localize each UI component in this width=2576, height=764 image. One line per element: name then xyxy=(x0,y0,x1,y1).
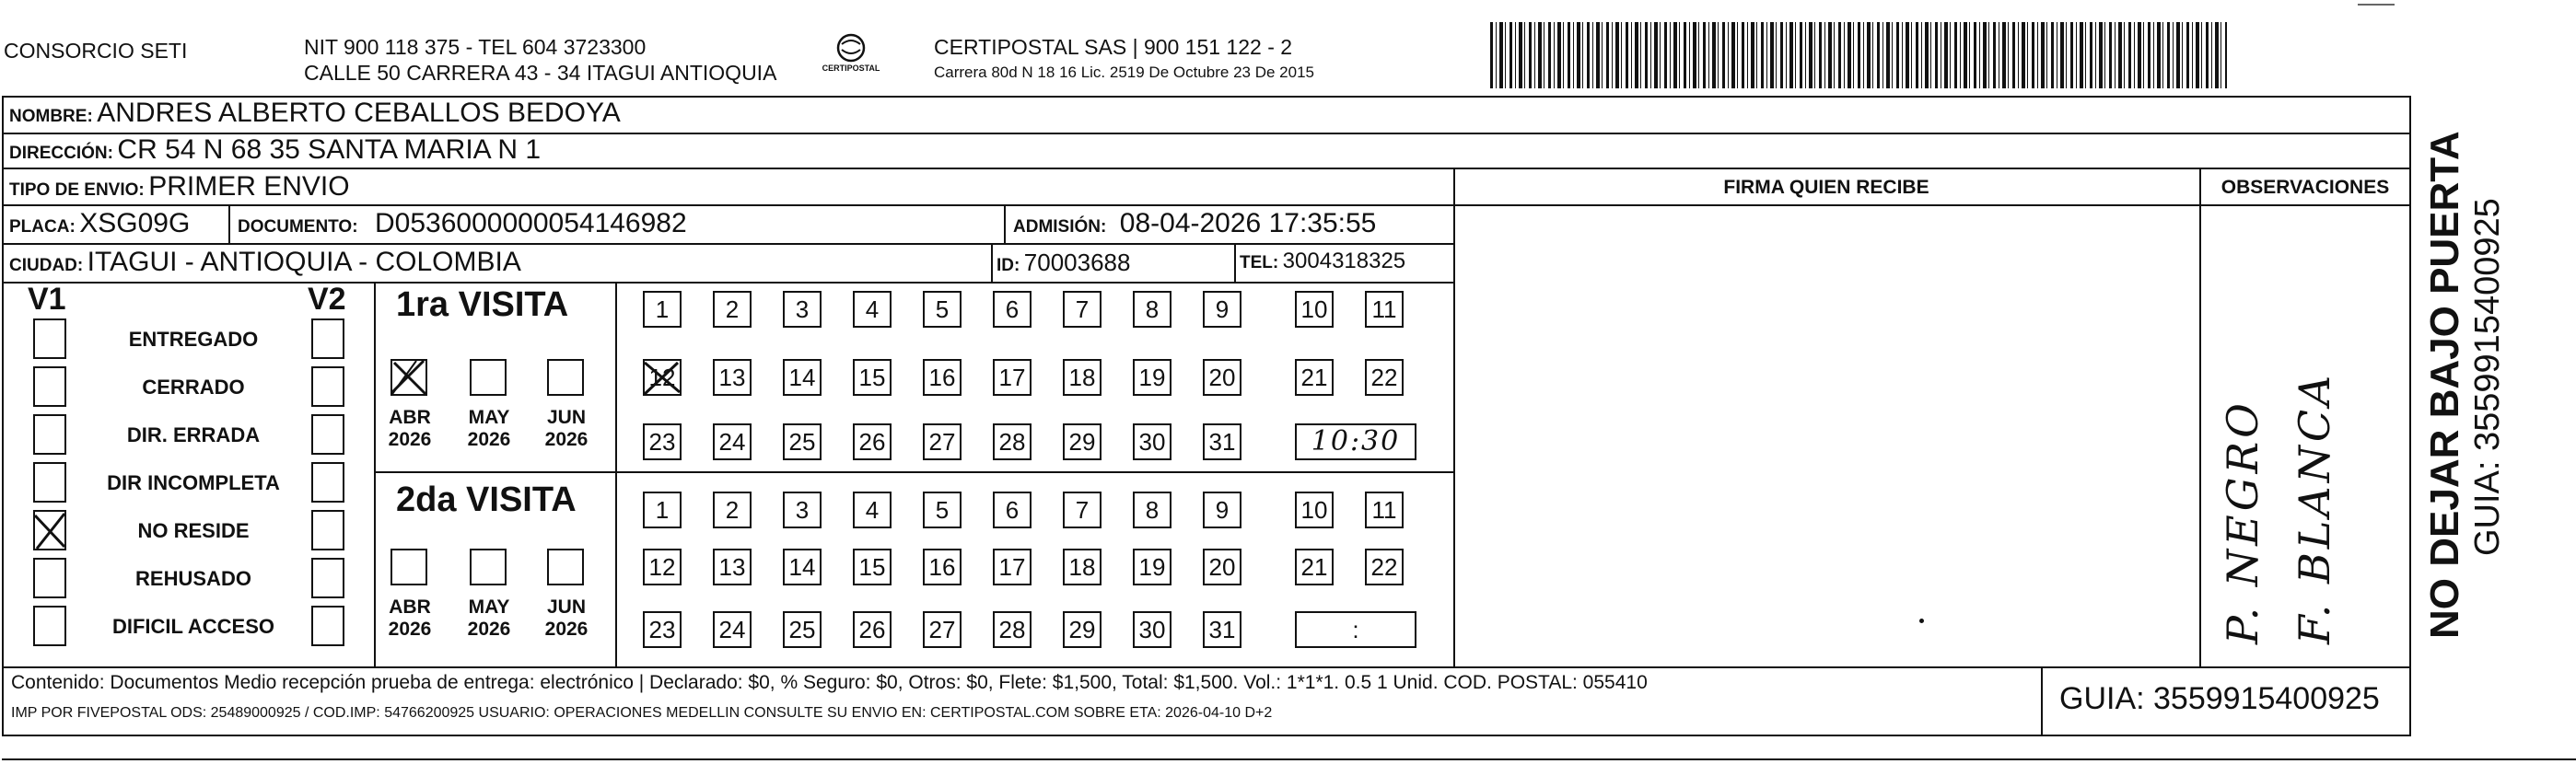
id-field xyxy=(997,249,1130,277)
signature-area[interactable] xyxy=(1457,208,2197,665)
address-line: CALLE 50 CARRERA 43 - 34 ITAGUI ANTIOQUIA xyxy=(304,61,777,85)
admision-field xyxy=(1013,208,1376,239)
barcode xyxy=(1490,22,2227,88)
v1-checkbox-cerrado[interactable] xyxy=(33,366,66,407)
day-box[interactable]: 19 xyxy=(1133,549,1171,585)
day-box[interactable]: 24 xyxy=(713,423,752,460)
day-box[interactable]: 25 xyxy=(783,423,822,460)
v2-checkbox-dificil-acceso[interactable] xyxy=(311,606,344,646)
footer-imp: IMP POR FIVEPOSTAL ODS: 25489000925 / COD.IMP: 54766200925 USUARIO: OPERACIONES MEDELLIN CONSULTE SU ENVIO EN: CERTIPOSTAL.COM SOBRE ETA: 2026-04-10 D+2 xyxy=(11,705,1273,721)
v1-checkbox-rehusado[interactable] xyxy=(33,558,66,598)
day-box[interactable]: 9 xyxy=(1203,492,1241,528)
first-visit-title: 1ra VISITA xyxy=(396,285,569,324)
day-box[interactable]: 5 xyxy=(923,492,962,528)
v1-checkbox-entregado[interactable] xyxy=(33,318,66,359)
day-box[interactable]: 13 xyxy=(713,359,752,396)
day-box[interactable]: 30 xyxy=(1133,423,1171,460)
name-label: NOMBRE: xyxy=(9,107,93,126)
observaciones-handwriting-2: F. BLANCA xyxy=(2290,371,2339,644)
checkmark-x-icon xyxy=(643,359,682,396)
day-box[interactable]: 2 xyxy=(713,291,752,328)
day-box[interactable]: 19 xyxy=(1133,359,1171,396)
second-visit-title: 2da VISITA xyxy=(396,480,577,519)
tel-field xyxy=(1240,249,1405,274)
day-box[interactable]: 5 xyxy=(923,291,962,328)
day-box[interactable]: 27 xyxy=(923,611,962,648)
second-month-abr: ABR 2026 xyxy=(388,596,432,640)
tel-value: 3004318325 xyxy=(1282,249,1406,273)
option-dir-errada: DIR. ERRADA xyxy=(126,423,261,446)
day-box[interactable]: 31 xyxy=(1203,423,1241,460)
bottom-rule xyxy=(2,758,2576,760)
day-box[interactable]: 25 xyxy=(783,611,822,648)
certipostal-line2: Carrera 80d N 18 16 Lic. 2519 De Octubre 23 De 2015 xyxy=(934,64,1314,81)
day-box[interactable]: 24 xyxy=(713,611,752,648)
v2-checkbox-cerrado[interactable] xyxy=(311,366,344,407)
name-field xyxy=(9,98,621,129)
day-box[interactable]: 23 xyxy=(643,611,682,648)
id-label: ID: xyxy=(997,256,1020,275)
day-box[interactable]: 1 xyxy=(643,492,682,528)
day-box[interactable]: 4 xyxy=(853,492,892,528)
day-box[interactable]: 15 xyxy=(853,549,892,585)
second-month-may: MAY 2026 xyxy=(467,596,511,640)
day-box[interactable]: 16 xyxy=(923,549,962,585)
v1-checkbox-no-reside[interactable] xyxy=(33,510,66,550)
v2-label: V2 xyxy=(308,282,346,317)
side-warning: NO DEJAR BAJO PUERTA xyxy=(2422,131,2467,639)
first-month-abr: ABR 2026 xyxy=(388,407,432,450)
day-box[interactable]: 1 xyxy=(643,291,682,328)
second-visit-time[interactable]: : xyxy=(1295,611,1416,648)
day-box[interactable]: 6 xyxy=(993,492,1032,528)
option-rehusado: REHUSADO xyxy=(135,567,251,590)
address-field xyxy=(9,134,541,166)
documento-label: DOCUMENTO: xyxy=(238,217,358,237)
option-cerrado: CERRADO xyxy=(142,376,245,399)
day-box[interactable]: 29 xyxy=(1063,423,1102,460)
option-no-reside: NO RESIDE xyxy=(137,519,250,542)
day-box[interactable]: 13 xyxy=(713,549,752,585)
placa-field xyxy=(9,208,190,239)
v1-label: V1 xyxy=(28,282,66,317)
day-box[interactable]: 17 xyxy=(993,359,1032,396)
day-box[interactable]: 8 xyxy=(1133,492,1171,528)
v2-checkbox-dir-incompleta[interactable] xyxy=(311,462,344,503)
day-box[interactable]: 22 xyxy=(1365,359,1404,396)
first-month-may: MAY 2026 xyxy=(467,407,511,450)
day-box-checked[interactable]: 12 xyxy=(643,359,682,396)
day-box[interactable]: 10 xyxy=(1295,492,1334,528)
admision-value: 08-04-2026 17:35:55 xyxy=(1119,208,1377,238)
day-box[interactable]: 9 xyxy=(1203,291,1241,328)
day-box[interactable]: 4 xyxy=(853,291,892,328)
tipo-field xyxy=(9,171,350,203)
day-box[interactable]: 28 xyxy=(993,423,1032,460)
option-dificil-acceso: DIFICIL ACCESO xyxy=(111,615,274,638)
day-box[interactable]: 31 xyxy=(1203,611,1241,648)
tipo-label: TIPO DE ENVIO: xyxy=(9,180,145,200)
nit-line: NIT 900 118 375 - TEL 604 3723300 xyxy=(304,35,647,59)
day-box[interactable]: 29 xyxy=(1063,611,1102,648)
tel-label: TEL: xyxy=(1240,253,1279,272)
admision-label: ADMISIÓN: xyxy=(1013,217,1107,237)
v1-checkbox-dificil-acceso[interactable] xyxy=(33,606,66,646)
logo-text: CERTIPOSTAL xyxy=(822,64,880,73)
first-month-may-box[interactable] xyxy=(470,359,507,396)
v2-checkbox-entregado[interactable] xyxy=(311,318,344,359)
documento-field xyxy=(238,208,687,239)
ciudad-label: CIUDAD: xyxy=(9,256,84,275)
tipo-value: PRIMER ENVIO xyxy=(148,171,350,202)
day-box[interactable]: 18 xyxy=(1063,549,1102,585)
first-visit-time[interactable]: 10:30 xyxy=(1295,423,1416,460)
side-guia: GUIA: 3559915400925 xyxy=(2468,198,2507,556)
day-box[interactable]: 21 xyxy=(1295,359,1334,396)
day-box[interactable]: 12 xyxy=(643,549,682,585)
day-box[interactable]: 14 xyxy=(783,549,822,585)
option-dir-incompleta: DIR INCOMPLETA xyxy=(107,471,280,494)
v2-checkbox-rehusado[interactable] xyxy=(311,558,344,598)
v1-checkbox-dir-incompleta[interactable] xyxy=(33,462,66,503)
day-box[interactable]: 7 xyxy=(1063,291,1102,328)
first-month-jun: JUN 2026 xyxy=(544,407,589,450)
documento-value: D0536000000054146982 xyxy=(375,208,687,238)
address-label: DIRECCIÓN: xyxy=(9,144,113,163)
second-month-jun-box[interactable] xyxy=(547,549,584,585)
first-month-jun-box[interactable] xyxy=(547,359,584,396)
company-name: CONSORCIO SETI xyxy=(4,39,188,63)
footer-contenido: Contenido: Documentos Medio recepción prueba de entrega: electrónico | Declarado: $0, % Seguro: $0, Otros: $0, Flete: $1,500, Total: $1,500. Vol.: 1*1*1. 0.5 1 Unid. COD. POSTAL: 055410 xyxy=(11,672,1648,693)
v2-checkbox-dir-errada[interactable] xyxy=(311,414,344,455)
second-month-may-box[interactable] xyxy=(470,549,507,585)
certipostal-line1: CERTIPOSTAL SAS | 900 151 122 - 2 xyxy=(934,35,1293,59)
ciudad-field xyxy=(9,247,521,278)
placa-label: PLACA: xyxy=(9,217,76,237)
placa-value: XSG09G xyxy=(79,208,191,238)
recipient-name: ANDRES ALBERTO CEBALLOS BEDOYA xyxy=(97,98,621,128)
v1-checkbox-dir-errada[interactable] xyxy=(33,414,66,455)
checkmark-x-icon xyxy=(33,510,66,550)
day-box[interactable]: 27 xyxy=(923,423,962,460)
id-value: 70003688 xyxy=(1023,249,1131,276)
second-month-abr-box[interactable] xyxy=(390,549,427,585)
day-box[interactable]: 26 xyxy=(853,423,892,460)
day-box[interactable]: 11 xyxy=(1365,492,1404,528)
day-box[interactable]: 20 xyxy=(1203,359,1241,396)
day-box[interactable]: 17 xyxy=(993,549,1032,585)
day-box[interactable]: 3 xyxy=(783,492,822,528)
observaciones-handwriting-1: P. NEGRO xyxy=(2218,399,2267,644)
day-box[interactable]: 3 xyxy=(783,291,822,328)
day-box[interactable]: 22 xyxy=(1365,549,1404,585)
day-box[interactable]: 20 xyxy=(1203,549,1241,585)
day-box[interactable]: 30 xyxy=(1133,611,1171,648)
certipostal-logo xyxy=(814,31,888,79)
day-box[interactable]: 26 xyxy=(853,611,892,648)
footer-guia: GUIA: 3559915400925 xyxy=(2059,681,2380,716)
day-box[interactable]: 28 xyxy=(993,611,1032,648)
day-box[interactable]: 14 xyxy=(783,359,822,396)
v2-checkbox-no-reside[interactable] xyxy=(311,510,344,550)
day-box[interactable]: 10 xyxy=(1295,291,1334,328)
day-box[interactable]: 23 xyxy=(643,423,682,460)
firma-header: FIRMA QUIEN RECIBE xyxy=(1723,177,1929,198)
top-tick xyxy=(2358,4,2395,6)
option-entregado: ENTREGADO xyxy=(128,328,259,351)
first-month-abr-box[interactable] xyxy=(390,359,427,396)
second-month-jun: JUN 2026 xyxy=(544,596,589,640)
day-box[interactable]: 8 xyxy=(1133,291,1171,328)
observaciones-header: OBSERVACIONES xyxy=(2220,177,2390,198)
recipient-address: CR 54 N 68 35 SANTA MARIA N 1 xyxy=(117,134,542,165)
day-box[interactable]: 7 xyxy=(1063,492,1102,528)
day-box[interactable]: 16 xyxy=(923,359,962,396)
day-box[interactable]: 18 xyxy=(1063,359,1102,396)
day-box[interactable]: 21 xyxy=(1295,549,1334,585)
day-box[interactable]: 15 xyxy=(853,359,892,396)
day-box[interactable]: 6 xyxy=(993,291,1032,328)
ciudad-value: ITAGUI - ANTIOQUIA - COLOMBIA xyxy=(87,247,521,277)
checkmark-x-icon xyxy=(390,359,427,396)
day-box[interactable]: 2 xyxy=(713,492,752,528)
day-box[interactable]: 11 xyxy=(1365,291,1404,328)
